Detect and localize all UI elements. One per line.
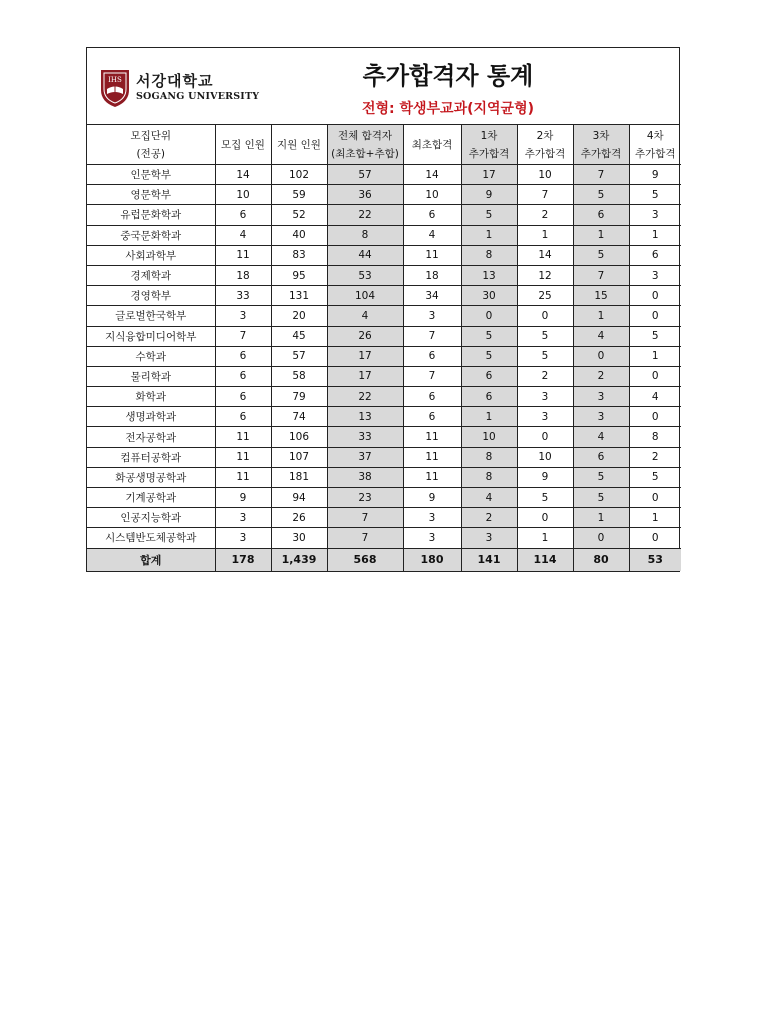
value-cell: 131 [271,286,327,306]
value-cell: 94 [271,488,327,508]
value-cell: 83 [271,245,327,265]
value-cell: 1 [517,225,573,245]
value-cell: 6 [215,346,271,366]
column-header-line1: 3차 [592,129,610,142]
value-cell: 5 [461,326,517,346]
total-value: 568 [327,548,403,571]
value-cell: 8 [629,427,681,447]
value-cell: 8 [327,225,403,245]
value-cell: 4 [403,225,461,245]
value-cell: 13 [327,407,403,427]
value-cell: 18 [403,265,461,285]
value-cell: 2 [461,508,517,528]
column-header-line1: 4차 [646,129,664,142]
department-cell: 유럽문화학과 [87,205,215,225]
value-cell: 5 [629,326,681,346]
value-cell: 52 [271,205,327,225]
column-header-line1: 1차 [480,129,498,142]
value-cell: 14 [215,165,271,185]
total-value: 114 [517,548,573,571]
value-cell: 33 [215,286,271,306]
value-cell: 1 [629,225,681,245]
value-cell: 5 [629,467,681,487]
value-cell: 6 [573,447,629,467]
value-cell: 37 [327,447,403,467]
column-header-line2: 추가합격 [524,147,566,160]
admission-statistics-table [87,125,681,571]
column-header-line1: 지원 인원 [277,138,321,151]
value-cell: 38 [327,467,403,487]
column-header [403,125,461,165]
value-cell: 34 [403,286,461,306]
column-header-line2: 추가합격 [634,147,676,160]
value-cell: 9 [629,165,681,185]
value-cell: 0 [573,528,629,548]
column-header [327,125,403,165]
table-row [87,427,681,447]
column-header-line1: 모집 인원 [221,138,265,151]
value-cell: 107 [271,447,327,467]
value-cell: 33 [327,427,403,447]
value-cell: 3 [517,387,573,407]
value-cell: 1 [573,225,629,245]
column-header [461,125,517,165]
table-row [87,346,681,366]
total-value: 53 [629,548,681,571]
value-cell: 18 [215,265,271,285]
value-cell: 4 [573,427,629,447]
table-row [87,185,681,205]
value-cell: 6 [403,346,461,366]
value-cell: 11 [215,245,271,265]
value-cell: 11 [215,467,271,487]
value-cell: 22 [327,205,403,225]
value-cell: 30 [461,286,517,306]
svg-text:IHS: IHS [108,76,122,84]
value-cell: 4 [461,488,517,508]
total-label: 합계 [87,548,215,571]
university-logo [98,68,259,108]
department-cell: 화공생명공학과 [87,467,215,487]
department-cell: 중국문화학과 [87,225,215,245]
column-header [215,125,271,165]
department-cell: 지식융합미디어학부 [87,326,215,346]
value-cell: 5 [573,245,629,265]
value-cell: 57 [327,165,403,185]
value-cell: 4 [573,326,629,346]
value-cell: 10 [517,165,573,185]
value-cell: 5 [629,185,681,205]
column-header-line2: (최초합+추합) [331,147,399,160]
column-header [517,125,573,165]
statistics-sheet [86,47,680,572]
value-cell: 22 [327,387,403,407]
table-row [87,286,681,306]
value-cell: 0 [629,286,681,306]
value-cell: 7 [403,366,461,386]
value-cell: 7 [215,326,271,346]
value-cell: 30 [271,528,327,548]
value-cell: 74 [271,407,327,427]
value-cell: 0 [517,508,573,528]
table-row [87,245,681,265]
value-cell: 1 [573,306,629,326]
university-seal-icon [98,68,132,108]
column-header-line1: 전체 합격자 [337,129,393,142]
department-cell: 생명과학과 [87,407,215,427]
value-cell: 7 [517,185,573,205]
value-cell: 5 [517,488,573,508]
table-row [87,447,681,467]
value-cell: 0 [629,306,681,326]
value-cell: 4 [629,387,681,407]
column-header [629,125,681,165]
value-cell: 57 [271,346,327,366]
value-cell: 5 [517,346,573,366]
value-cell: 3 [517,407,573,427]
value-cell: 2 [517,366,573,386]
table-row [87,265,681,285]
value-cell: 0 [461,306,517,326]
value-cell: 11 [215,447,271,467]
total-value: 80 [573,548,629,571]
value-cell: 8 [461,245,517,265]
value-cell: 2 [629,447,681,467]
value-cell: 7 [403,326,461,346]
value-cell: 17 [461,165,517,185]
value-cell: 17 [327,366,403,386]
value-cell: 1 [461,225,517,245]
table-row [87,165,681,185]
value-cell: 3 [573,407,629,427]
value-cell: 6 [215,366,271,386]
value-cell: 0 [629,366,681,386]
value-cell: 0 [573,346,629,366]
sheet-header [87,48,679,125]
value-cell: 5 [461,205,517,225]
value-cell: 0 [629,488,681,508]
column-header [87,125,215,165]
department-cell: 전자공학과 [87,427,215,447]
department-cell: 수학과 [87,346,215,366]
table-row [87,508,681,528]
value-cell: 20 [271,306,327,326]
value-cell: 6 [573,205,629,225]
value-cell: 40 [271,225,327,245]
value-cell: 13 [461,265,517,285]
value-cell: 15 [573,286,629,306]
value-cell: 6 [629,245,681,265]
value-cell: 5 [573,185,629,205]
value-cell: 8 [461,467,517,487]
value-cell: 6 [403,205,461,225]
value-cell: 6 [215,387,271,407]
value-cell: 3 [573,387,629,407]
total-value: 180 [403,548,461,571]
value-cell: 102 [271,165,327,185]
department-cell: 경제학과 [87,265,215,285]
total-value: 1,439 [271,548,327,571]
value-cell: 17 [327,346,403,366]
value-cell: 53 [327,265,403,285]
department-cell: 인공지능학과 [87,508,215,528]
value-cell: 6 [461,387,517,407]
value-cell: 0 [517,427,573,447]
value-cell: 3 [215,508,271,528]
value-cell: 181 [271,467,327,487]
value-cell: 5 [461,346,517,366]
value-cell: 26 [271,508,327,528]
value-cell: 3 [403,306,461,326]
table-row [87,467,681,487]
value-cell: 0 [517,306,573,326]
value-cell: 3 [629,265,681,285]
value-cell: 5 [573,467,629,487]
value-cell: 23 [327,488,403,508]
value-cell: 44 [327,245,403,265]
value-cell: 11 [403,245,461,265]
total-value: 178 [215,548,271,571]
department-cell: 컴퓨터공학과 [87,447,215,467]
value-cell: 7 [573,165,629,185]
value-cell: 58 [271,366,327,386]
table-row [87,528,681,548]
department-cell: 사회과학부 [87,245,215,265]
value-cell: 10 [215,185,271,205]
value-cell: 7 [573,265,629,285]
total-value: 141 [461,548,517,571]
total-row [87,548,681,571]
table-row [87,387,681,407]
value-cell: 3 [461,528,517,548]
table-row [87,407,681,427]
value-cell: 79 [271,387,327,407]
value-cell: 14 [517,245,573,265]
value-cell: 7 [327,528,403,548]
value-cell: 8 [461,447,517,467]
value-cell: 6 [403,407,461,427]
value-cell: 3 [215,528,271,548]
value-cell: 3 [403,528,461,548]
value-cell: 1 [573,508,629,528]
department-cell: 인문학부 [87,165,215,185]
department-cell: 시스템반도체공학과 [87,528,215,548]
value-cell: 1 [517,528,573,548]
department-cell: 화학과 [87,387,215,407]
value-cell: 6 [215,407,271,427]
value-cell: 11 [403,467,461,487]
column-header [573,125,629,165]
value-cell: 25 [517,286,573,306]
table-row [87,205,681,225]
value-cell: 12 [517,265,573,285]
department-cell: 기계공학과 [87,488,215,508]
table-row [87,488,681,508]
column-header-line2: 추가합격 [580,147,622,160]
page-title: 추가합격자 통계 [362,62,534,90]
value-cell: 1 [629,508,681,528]
department-cell: 물리학과 [87,366,215,386]
value-cell: 14 [403,165,461,185]
column-header-line2: (전공) [136,147,165,160]
value-cell: 2 [573,366,629,386]
value-cell: 2 [517,205,573,225]
value-cell: 11 [215,427,271,447]
value-cell: 9 [215,488,271,508]
value-cell: 10 [461,427,517,447]
column-header-line1: 최초합격 [411,138,453,151]
value-cell: 59 [271,185,327,205]
value-cell: 6 [461,366,517,386]
admission-type-subtitle: 전형: 학생부교과(지역균형) [361,101,535,117]
value-cell: 10 [403,185,461,205]
value-cell: 3 [215,306,271,326]
value-cell: 9 [461,185,517,205]
value-cell: 1 [629,346,681,366]
value-cell: 36 [327,185,403,205]
value-cell: 3 [629,205,681,225]
value-cell: 9 [403,488,461,508]
value-cell: 3 [403,508,461,528]
value-cell: 0 [629,528,681,548]
column-header-line2: 추가합격 [468,147,510,160]
value-cell: 1 [461,407,517,427]
logo-korean-name: 서강대학교 [136,72,214,91]
logo-english-name: SOGANG UNIVERSITY [136,91,260,103]
table-row [87,326,681,346]
value-cell: 106 [271,427,327,447]
value-cell: 104 [327,286,403,306]
value-cell: 4 [327,306,403,326]
value-cell: 11 [403,447,461,467]
value-cell: 5 [517,326,573,346]
value-cell: 6 [403,387,461,407]
value-cell: 6 [215,205,271,225]
value-cell: 9 [517,467,573,487]
value-cell: 5 [573,488,629,508]
value-cell: 95 [271,265,327,285]
column-header-line1: 2차 [536,129,554,142]
table-row [87,225,681,245]
column-header [271,125,327,165]
table-row [87,306,681,326]
table-header-row [87,125,681,165]
column-header-line1: 모집단위 [130,129,172,142]
value-cell: 0 [629,407,681,427]
department-cell: 글로벌한국학부 [87,306,215,326]
value-cell: 7 [327,508,403,528]
department-cell: 영문학부 [87,185,215,205]
value-cell: 10 [517,447,573,467]
value-cell: 4 [215,225,271,245]
table-row [87,366,681,386]
value-cell: 45 [271,326,327,346]
department-cell: 경영학부 [87,286,215,306]
value-cell: 26 [327,326,403,346]
value-cell: 11 [403,427,461,447]
